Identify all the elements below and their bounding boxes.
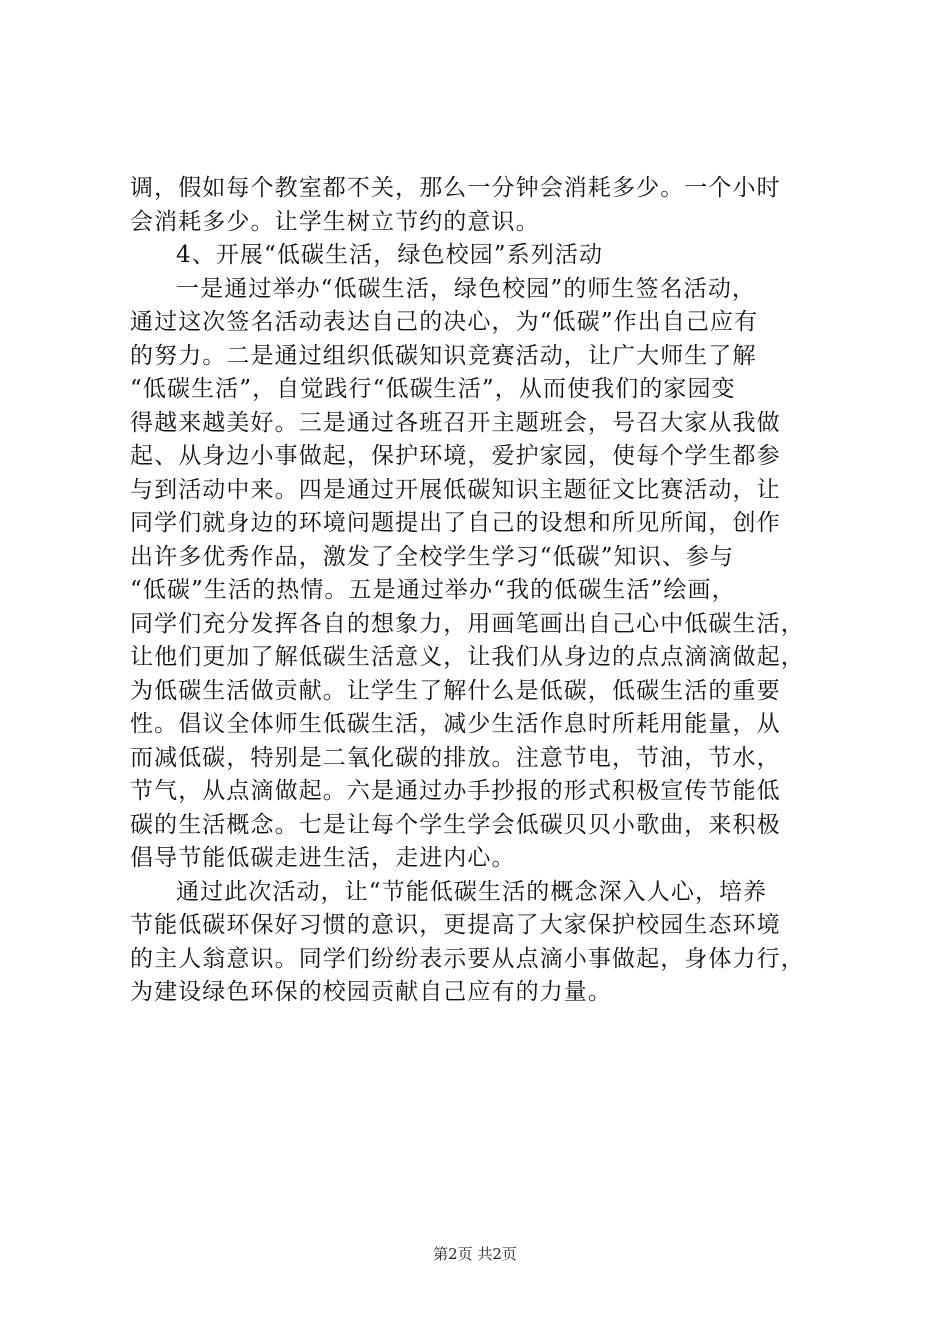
text-line: 的主人翁意识。同学们纷纷表示要从点滴小事做起，身体力行， — [130, 945, 805, 972]
text-line: 性。倡议全体师生低碳生活，减少生活作息时所耗用能量，从 — [130, 711, 781, 737]
text-line: 起、从身边小事做起，保护环境，爱护家园，使每个学生都参 — [130, 443, 781, 469]
text-line: 节能低碳环保好习惯的意识，更提高了大家保护校园生态环境 — [130, 912, 781, 938]
text-line: 节气，从点滴做起。六是通过办手抄报的形式积极宣传节能低 — [130, 778, 781, 804]
text-line: 出许多优秀作品，激发了全校学生学习“低碳”知识、参与 — [130, 543, 735, 570]
text-line: 同学们就身边的环境问题提出了自己的设想和所见所闻，创作 — [130, 510, 781, 536]
text-line: 倡导节能低碳走进生活，走进内心。 — [130, 845, 516, 871]
text-line: 与到活动中来。四是通过开展低碳知识主题征文比赛活动，让 — [130, 476, 781, 503]
page-footer: 第2页 共2页 — [433, 1245, 517, 1263]
text-line: “低碳”生活的热情。五是通过举办“我的低碳生活”绘画， — [130, 577, 736, 603]
text-line: 同学们充分发挥各自的想象力，用画笔画出自己心中低碳生活， — [130, 610, 805, 637]
text-line: 通过此次活动，让“节能低碳生活的概念深入人心，培养 — [176, 878, 768, 905]
text-line: 碳的生活概念。七是让每个学生学会低碳贝贝小歌曲，来积极 — [130, 811, 781, 838]
text-line: 得越来越美好。三是通过各班召开主题班会，号召大家从我做 — [130, 409, 781, 436]
text-line: 为低碳生活做贡献。让学生了解什么是低碳，低碳生活的重要 — [130, 677, 781, 704]
text-line: “低碳生活”，自觉践行“低碳生活”，从而使我们的家园变 — [130, 376, 736, 402]
text-line: 调，假如每个教室都不关，那么一分钟会消耗多少。一个小时 — [130, 175, 781, 201]
text-line: 为建设绿色环保的校园贡献自己应有的力量。 — [130, 979, 612, 1005]
text-line: 通过这次签名活动表达自己的决心，为“低碳”作出自己应有 — [130, 309, 759, 335]
text-line: 4、开展“低碳生活，绿色校园”系列活动 — [176, 242, 604, 268]
text-line: 的努力。二是通过组织低碳知识竞赛活动，让广大师生了解 — [130, 342, 757, 369]
text-line: 一是通过举办“低碳生活，绿色校园”的师生签名活动， — [176, 275, 757, 302]
text-line: 让他们更加了解低碳生活意义，让我们从身边的点点滴滴做起， — [130, 644, 805, 670]
text-line: 会消耗多少。让学生树立节约的意识。 — [130, 208, 540, 235]
text-line: 而减低碳，特别是二氧化碳的排放。注意节电，节油，节水， — [130, 744, 781, 771]
document-body — [130, 172, 830, 1010]
